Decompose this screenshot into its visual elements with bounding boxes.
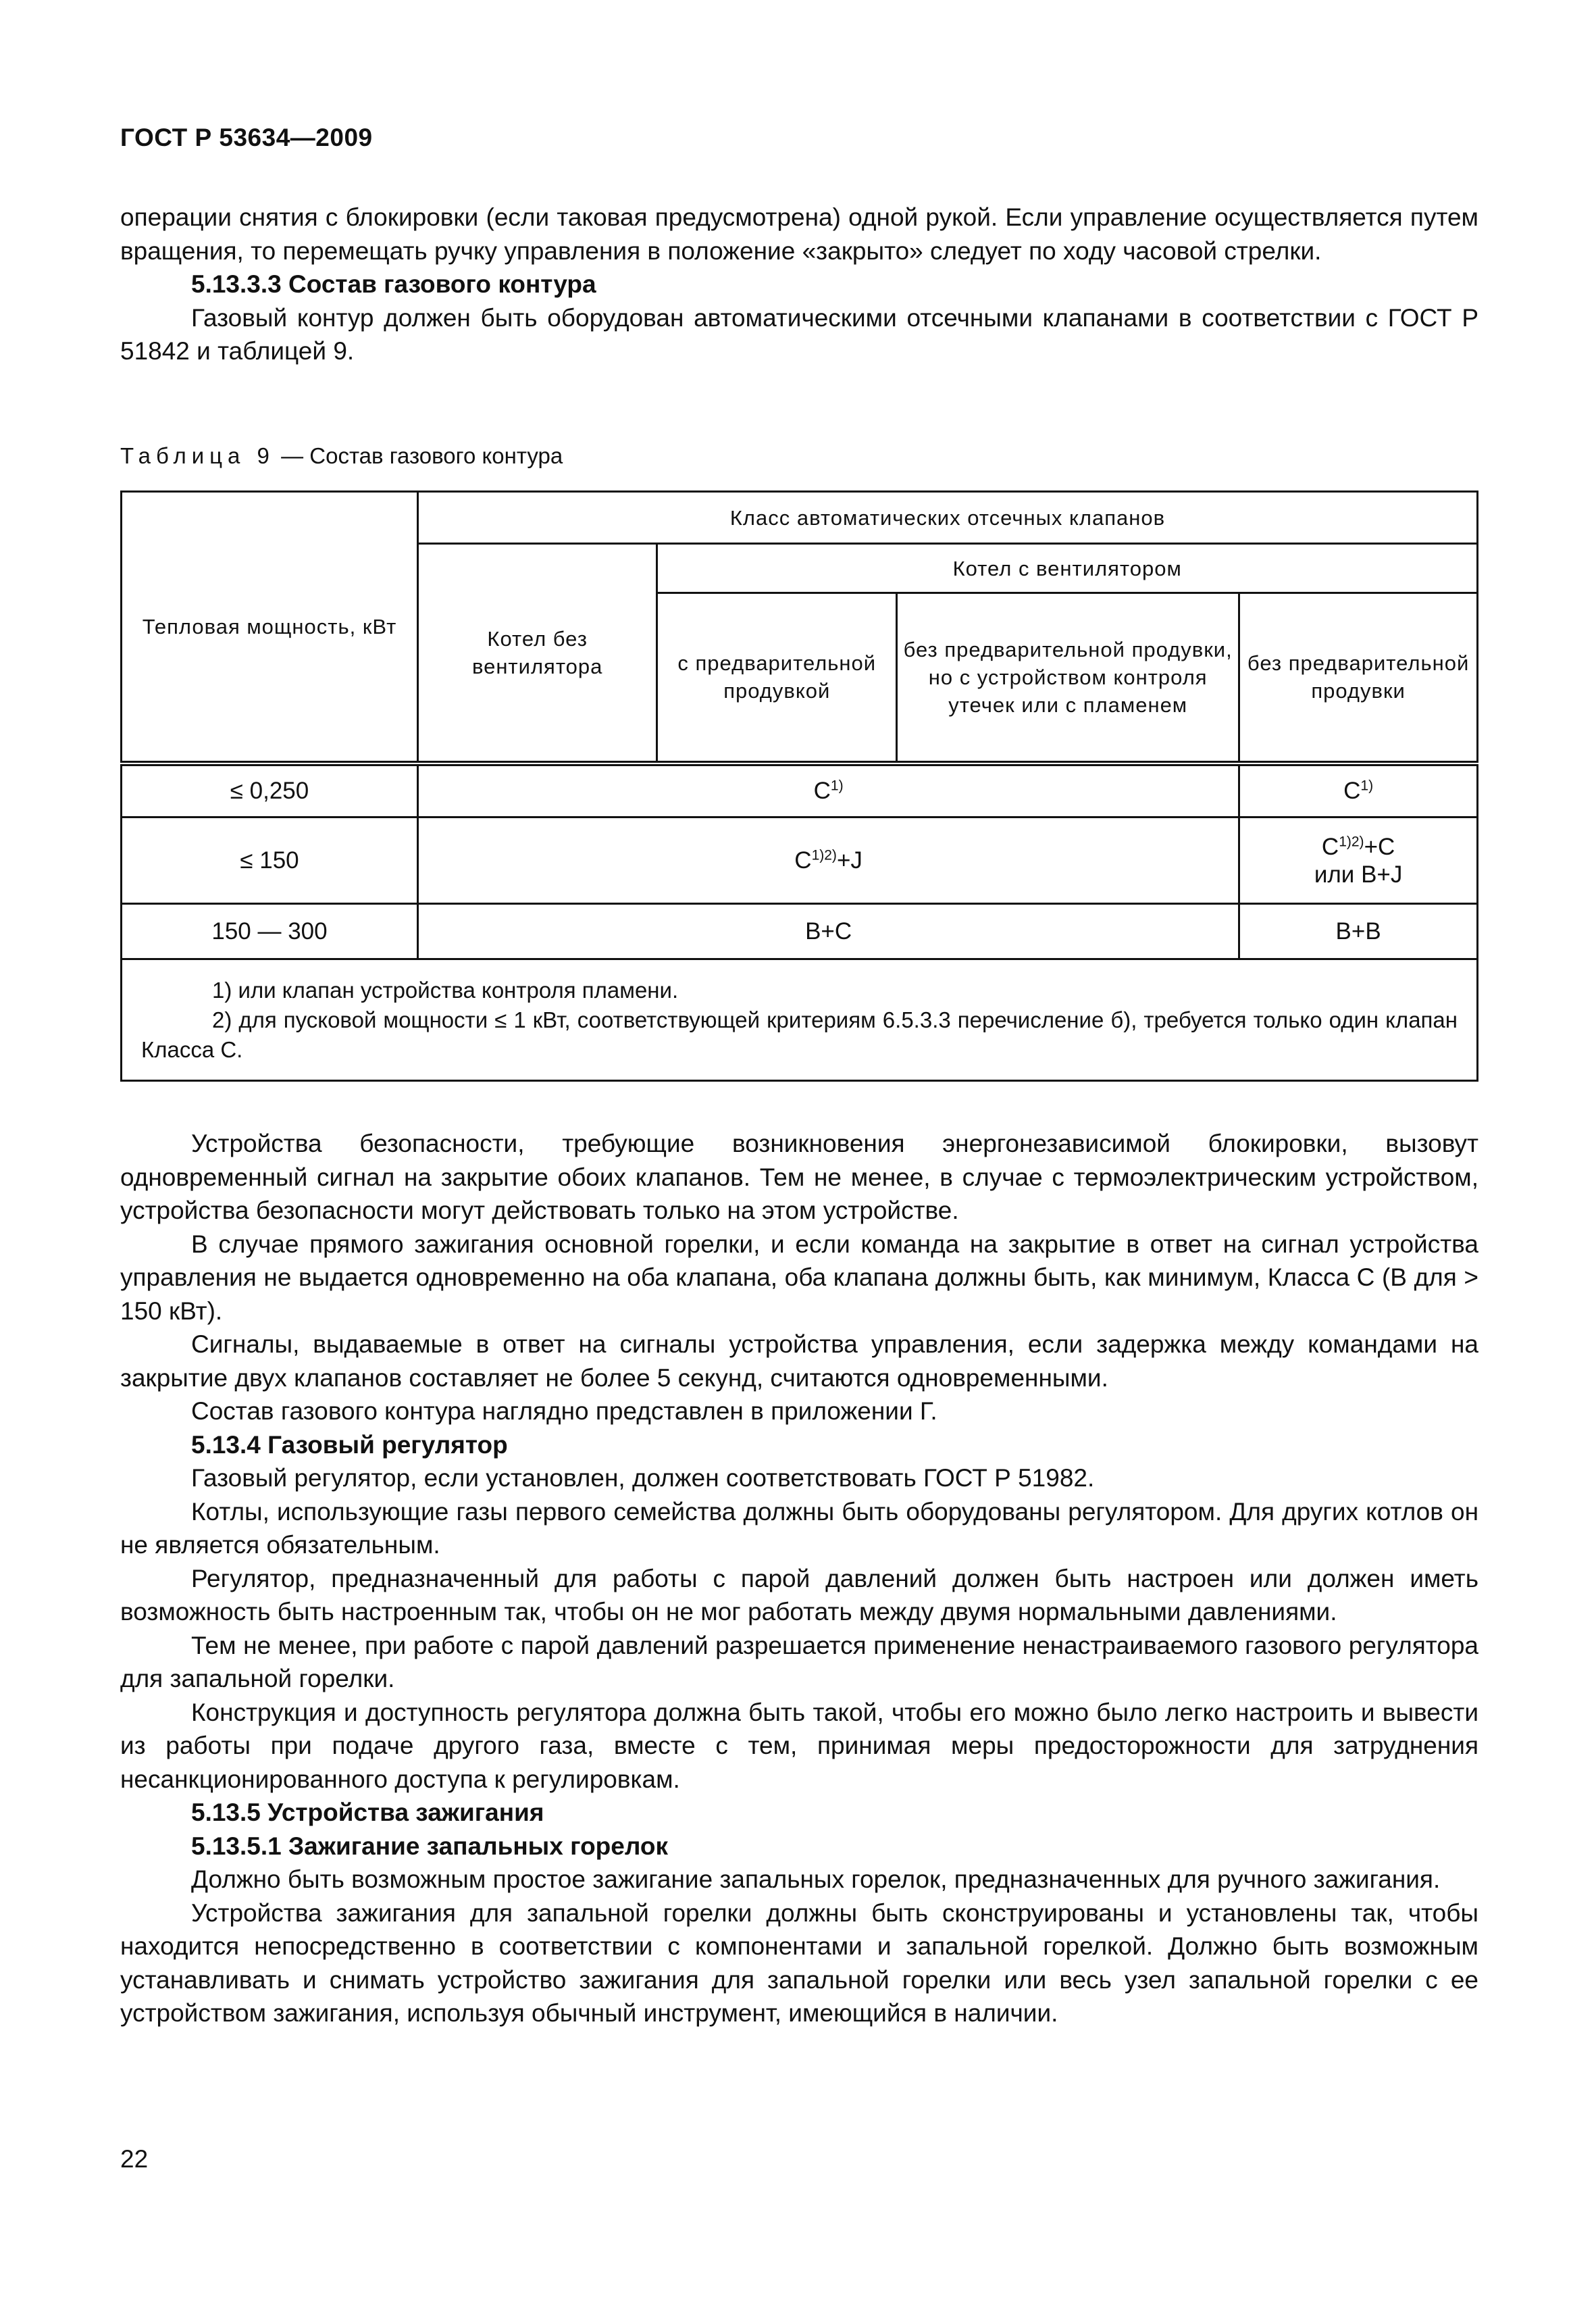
- paragraph: Состав газового контура наглядно представлен в приложении Г.: [191, 1397, 937, 1425]
- cell-power: ≤ 150: [122, 818, 418, 904]
- table-notes: [122, 959, 1478, 1081]
- subsection-heading: 5.13.5.1 Зажигание запальных горелок: [191, 1832, 668, 1860]
- cell-valve-class: $C^{1)}$: [417, 763, 1239, 818]
- cell-power: 150 — 300: [122, 904, 418, 959]
- section-heading: 5.13.5 Устройства зажигания: [191, 1799, 544, 1826]
- header-with-prepurge: с предварительной продувкой: [657, 593, 897, 763]
- paragraph: Устройства зажигания для запальной горелки должны быть сконструированы и установлены так, чтобы находится непосредственно в соответствии с компонентами и запальной горелкой. Должно быть возможным устанавливать и снимать устройство зажигания для запальной горелки или весь узел запальной горелки с ее устройством зажигания, используя обычный инструмент, имеющийся в наличии.: [120, 1898, 1478, 2027]
- paragraph: Сигналы, выдаваемые в ответ на сигналы устройства управления, если задержка между командами на закрытие двух клапанов составляет не более 5 секунд, считаются одновременными.: [120, 1330, 1478, 1392]
- cell-power: ≤ 0,250: [122, 763, 418, 818]
- paragraph: В случае прямого зажигания основной горелки, и если команда на закрытие в ответ на сигнал устройства управления не выдается одновременно на оба клапана, оба клапана должны быть, как минимум, Класса С (В для > 150 кВт).: [120, 1230, 1478, 1325]
- gas-circuit-table: [120, 491, 1478, 1082]
- cell-valve-class-no-prepurge: $C^{1)}$: [1239, 763, 1478, 818]
- table-note: 2) для пусковой мощности ≤ 1 кВт, соответствующей критериям 6.5.3.3 перечисление б), требуется только один клапан Класса С.: [141, 1007, 1458, 1062]
- main-section: [120, 1127, 1478, 2030]
- header-valve-class: Класс автоматических отсечных клапанов: [417, 492, 1477, 544]
- cell-valve-class: $C^{1)2)}+J$: [417, 818, 1239, 904]
- table-caption: [120, 443, 563, 469]
- header-power: Тепловая мощность, кВт: [122, 492, 418, 763]
- cell-valve-class: B+C: [417, 904, 1239, 959]
- paragraph: Тем не менее, при работе с парой давлений разрешается применение ненастраиваемого газового регулятора для запальной горелки.: [120, 1631, 1478, 1692]
- section-heading: 5.13.3.3 Состав газового контура: [191, 270, 596, 298]
- table-caption-text: — Состав газового контура: [274, 443, 563, 468]
- intro-section: [120, 201, 1478, 368]
- cell-valve-class-no-prepurge: $C^{1)2)}+C$ или B+J: [1239, 818, 1478, 904]
- paragraph: Конструкция и доступность регулятора должна быть такой, чтобы его можно было легко настроить и вывести из работы при подаче другого газа, вместе с тем, принимая меры предосторожности для затруднения несанкционированного доступа к регулировкам.: [120, 1698, 1478, 1793]
- paragraph: Котлы, использующие газы первого семейства должны быть оборудованы регулятором. Для других котлов он не является обязательным.: [120, 1497, 1478, 1559]
- header-no-prepurge-control: без предварительной продувки, но с устройством контроля утечек или с пламенем: [897, 593, 1239, 763]
- document-header: ГОСТ Р 53634—2009: [120, 124, 373, 151]
- header-boiler-no-fan: Котел без вентилятора: [417, 544, 657, 763]
- paragraph: Газовый регулятор, если установлен, должен соответствовать ГОСТ Р 51982.: [191, 1464, 1095, 1492]
- page-number: 22: [120, 2145, 149, 2173]
- paragraph: Устройства безопасности, требующие возникновения энергонезависимой блокировки, вызовут одновременный сигнал на закрытие обоих клапанов. Тем не менее, в случае с термоэлектрическим устройством, устройства безопасности могут действовать только на этом устройстве.: [120, 1130, 1478, 1224]
- paragraph: операции снятия с блокировки (если таковая предусмотрена) одной рукой. Если управление осуществляется путем вращения, то перемещать ручку управления в положение «закрыто» следует по ходу часовой стрелки.: [120, 203, 1478, 265]
- header-no-prepurge: без предварительной продувки: [1239, 593, 1478, 763]
- table-note: 1) или клапан устройства контроля пламени.: [212, 977, 679, 1003]
- header-boiler-with-fan: Котел с вентилятором: [657, 544, 1478, 593]
- section-heading: 5.13.4 Газовый регулятор: [191, 1430, 508, 1459]
- table-caption-label: Таблица 9: [120, 443, 275, 468]
- paragraph: Регулятор, предназначенный для работы с парой давлений должен быть настроен или должен иметь возможность быть настроенным так, чтобы он не мог работать между двумя нормальными давлениями.: [120, 1564, 1478, 1626]
- cell-valve-class-no-prepurge: B+B: [1239, 904, 1478, 959]
- paragraph: Газовый контур должен быть оборудован автоматическими отсечными клапанами в соответствии с ГОСТ Р 51842 и таблицей 9.: [120, 303, 1478, 365]
- paragraph: Должно быть возможным простое зажигание запальных горелок, предназначенных для ручного зажигания.: [191, 1865, 1441, 1893]
